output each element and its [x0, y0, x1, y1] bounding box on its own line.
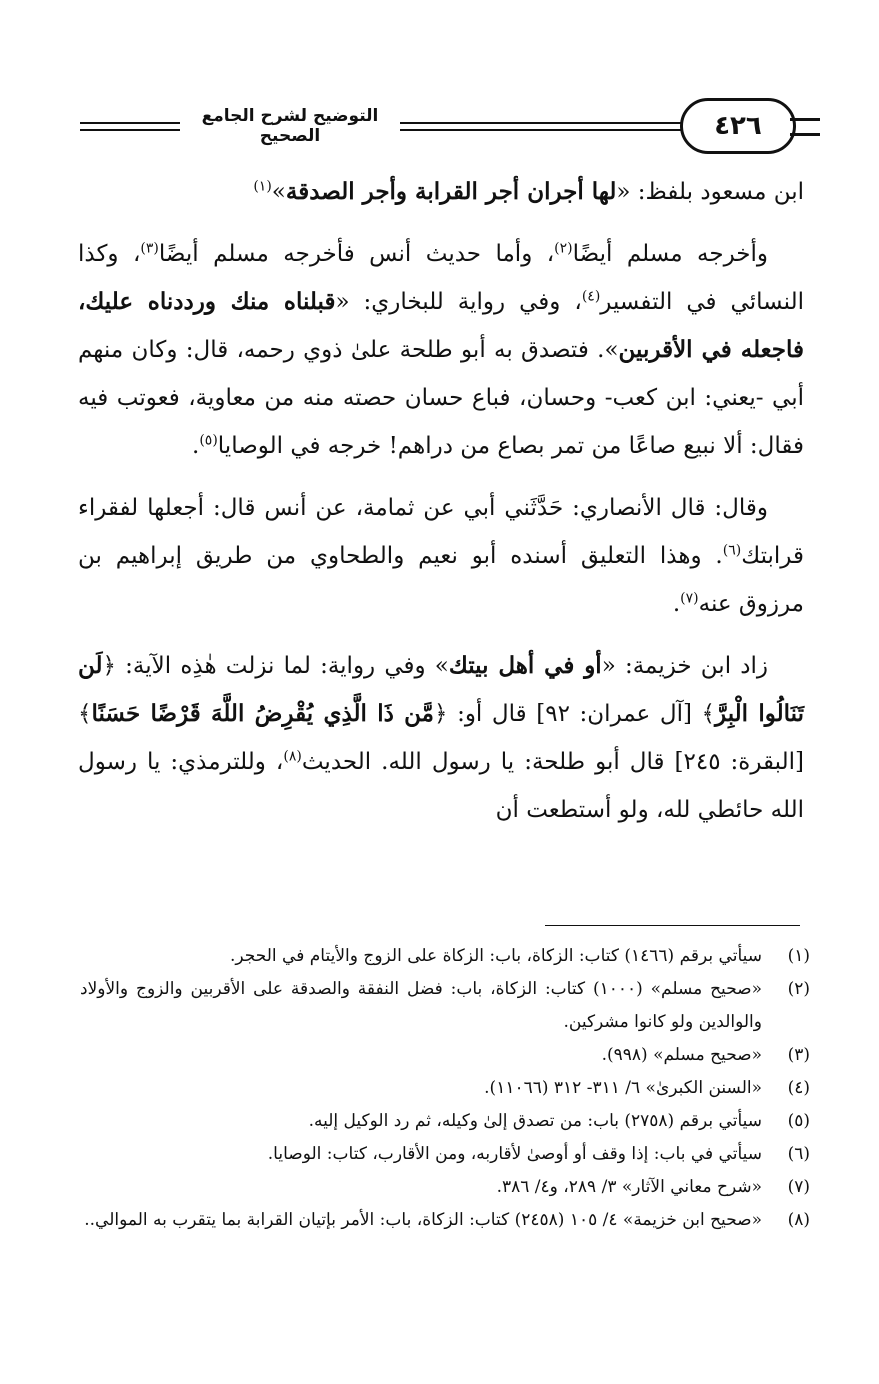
footnote-separator	[545, 925, 800, 926]
footnote-number: (١)	[787, 946, 810, 966]
footnote-number: (٢)	[787, 979, 810, 999]
page-number: ٤٢٦	[680, 98, 796, 154]
footnote-text: «صحيح مسلم» (٩٩٨).	[601, 1045, 762, 1065]
quote: قبلناه منك ورددناه عليك، فاجعله في الأقربين	[78, 288, 804, 363]
footnote-item	[80, 940, 810, 973]
paragraph-1: ابن مسعود بلفظ: «لها أجران أجر القرابة وأجر الصدقة»$^{(١)}$	[253, 178, 804, 205]
footnote-ref: (٤)	[581, 288, 601, 305]
running-title: التوضيح لشرح الجامع الصحيح	[201, 106, 379, 146]
footnote-text: «السنن الكبرىٰ» ٦/ ٣١١- ٣١٢ (١١٠٦٦).	[484, 1078, 762, 1098]
footnote-text: سيأتي برقم (١٤٦٦) كتاب: الزكاة، باب: الزكاة على الزوج والأيتام في الحجر.	[230, 946, 762, 966]
footnote-number: (٨)	[787, 1210, 810, 1230]
quran-verse: لَن تَنَالُوا الْبِرَّ	[78, 652, 805, 727]
footnote-item	[80, 1138, 810, 1171]
footnote-ref: (٣)	[140, 240, 159, 257]
footnote-number: (٦)	[787, 1144, 810, 1164]
footnote-ref: (٨)	[283, 748, 302, 765]
paragraph-4: زاد ابن خزيمة: «أو في أهل بيتك» وفي رواية: لما نزلت هٰذِه الآية: ﴿لَن تَنَالُوا الْبِرَّ﴾ [آل عمران: ٩٢] قال أو: ﴿مَّن ذَا الَّذِي يُقْرِضُ اللَّهَ قَرْضًا حَسَنًا﴾ [البقرة: ٢٤٥] قال أبو طلحة: يا رسول الله. الحديث$^{(٨)}$، وللترمذي: يا رسول الله حائطي لله، ولو أستطعت أن	[78, 652, 805, 823]
footnote-ref: (٧)	[680, 590, 699, 607]
footnote-ref: (٢)	[554, 240, 573, 257]
quote: لها أجران أجر القرابة وأجر الصدقة	[285, 178, 617, 205]
quran-verse: مَّن ذَا الَّذِي يُقْرِضُ اللَّهَ قَرْضًا حَسَنًا	[91, 700, 434, 727]
footnote-ref: (١)	[253, 178, 272, 195]
footnote-text: سيأتي في باب: إذا وقف أو أوصىٰ لأقاربه، ومن الأقارب، كتاب: الوصايا.	[267, 1144, 762, 1164]
page-header	[60, 98, 800, 168]
paragraph-3: وقال: قال الأنصاري: حَدَّثَني أبي عن ثمامة، عن أنس قال: أجعلها لفقراء قرابتك$^{(٦)}$. وهذا التعليق أسنده أبو نعيم والطحاوي من طريق إبراهيم بن مرزوق عنه$^{(٧)}$.	[78, 495, 804, 617]
header-ornament	[790, 118, 820, 136]
footnote-number: (٥)	[787, 1111, 810, 1131]
footnote-text: «صحيح مسلم» (١٠٠٠) كتاب: الزكاة، باب: فضل النفقة والصدقة على الأقربين والزوج والأولاد والوالدين ولو كانوا مشركين.	[80, 979, 763, 1032]
footnote-text: سيأتي برقم (٢٧٥٨) باب: من تصدق إلىٰ وكيله، ثم رد الوكيل إليه.	[308, 1111, 762, 1131]
footnote-ref: (٥)	[199, 432, 218, 449]
footnote-item	[80, 1039, 810, 1072]
footnote-ref: (٦)	[722, 542, 742, 559]
footnote-number: (٣)	[787, 1045, 810, 1065]
footnote-item	[80, 1171, 810, 1204]
footnote-text: «شرح معاني الآثار» ٣/ ٢٨٩، و٤/ ٣٨٦.	[496, 1177, 762, 1197]
header-rule-right	[400, 122, 710, 131]
quote: أو في أهل بيتك	[448, 652, 602, 679]
footnotes	[80, 940, 810, 1237]
footnote-number: (٧)	[787, 1177, 810, 1197]
footnote-item	[80, 1105, 810, 1138]
footnote-text: «صحيح ابن خزيمة» ٤/ ١٠٥ (٢٤٥٨) كتاب: الزكاة، باب: الأمر بإتيان القرابة بما يتقرب به الموالي..	[84, 1210, 762, 1230]
footnote-number: (٤)	[787, 1078, 810, 1098]
main-text	[78, 168, 804, 848]
footnote-item	[80, 1072, 810, 1105]
footnote-item	[80, 973, 810, 1039]
footnote-item	[80, 1204, 810, 1237]
header-rule-left	[80, 122, 180, 131]
paragraph-2: وأخرجه مسلم أيضًا$^{(٢)}$، وأما حديث أنس فأخرجه مسلم أيضًا$^{(٣)}$، وكذا النسائي في التفسير$^{(٤)}$، وفي رواية للبخاري: «قبلناه منك ورددناه عليك، فاجعله في الأقربين». فتصدق به أبو طلحة علىٰ ذوي رحمه، قال: وكان منهم أبي -يعني: ابن كعب- وحسان، فباع حسان حصته منه من معاوية، فعوتب فيه فقال: ألا نبيع صاعًا من تمر بصاع من دراهم! خرجه في الوصايا$^{(٥)}$.	[78, 240, 804, 459]
